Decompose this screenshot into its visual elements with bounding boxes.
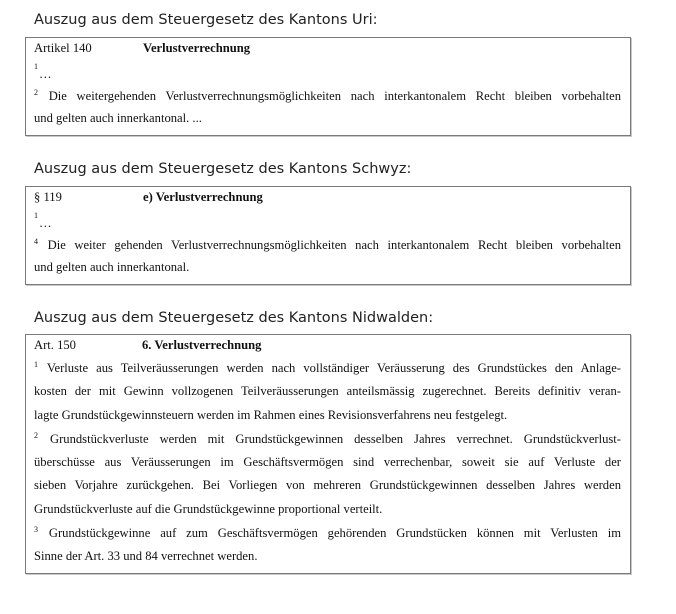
paragraph-text: Grundstückverluste auf die Grundstückgewinne proportional verteilt. bbox=[34, 502, 383, 516]
paragraph-line bbox=[34, 211, 621, 230]
paragraph-line bbox=[34, 455, 621, 470]
paragraph-text: … bbox=[39, 67, 52, 81]
paragraph-number: 3 bbox=[34, 525, 38, 534]
paragraph-text: sieben Vorjahre zurückgehen. Bei Vorliegen von mehreren Grundstückgewinnen desselben Jahres werden bbox=[34, 478, 621, 492]
paragraph-line bbox=[34, 478, 621, 493]
law-excerpt-uri bbox=[25, 37, 631, 136]
paragraph-line bbox=[34, 549, 621, 564]
paragraph-number: 1 bbox=[34, 211, 38, 220]
paragraph-text: Verluste aus Teilveräusserungen werden nach vollständiger Veräusserung des Grundstückes den Anlage- bbox=[46, 361, 621, 375]
paragraph-line bbox=[34, 88, 621, 104]
section-heading-schwyz: Auszug aus dem Steuergesetz des Kantons Schwyz: bbox=[34, 161, 412, 177]
paragraph-line bbox=[34, 384, 621, 399]
paragraph-line bbox=[34, 360, 621, 376]
law-excerpt-nidwalden bbox=[25, 334, 631, 574]
paragraph-text: Grundstückgewinne auf zum Geschäftsvermögen gehörenden Grundstücken können mit Verlusten im bbox=[48, 526, 621, 540]
paragraph-text: … bbox=[39, 216, 52, 230]
paragraph-line bbox=[34, 525, 621, 541]
paragraph-line bbox=[34, 111, 621, 126]
paragraph-text: Die weitergehenden Verlustverrechnungsmöglichkeiten nach interkantonalem Recht bleiben vorbehalten bbox=[48, 89, 621, 103]
paragraph-text: lagte Grundstückgewinnsteuern werden im Rahmen eines Revisionsverfahrens neu festgelegt. bbox=[34, 408, 508, 422]
paragraph-text: Die weiter gehenden Verlustverrechnungsmöglichkeiten nach interkantonalem Recht bleiben vorbehalten bbox=[47, 238, 621, 252]
paragraph-text: Sinne der Art. 33 und 84 verrechnet werden. bbox=[34, 549, 258, 563]
article-title: e) Verlustverrechnung bbox=[143, 190, 263, 204]
law-excerpt-schwyz bbox=[25, 186, 631, 285]
article-number: Artikel 140 bbox=[34, 41, 92, 55]
paragraph-line bbox=[34, 260, 621, 275]
paragraph-line bbox=[34, 62, 621, 81]
article-number: § 119 bbox=[34, 190, 62, 204]
paragraph-number: 1 bbox=[34, 62, 38, 71]
paragraph-number: 2 bbox=[34, 431, 38, 440]
paragraph-text: überschüsse aus Veräusserungen im Geschäftsvermögen sind verrechenbar, soweit sie auf Verluste der bbox=[34, 455, 621, 469]
paragraph-line bbox=[34, 431, 621, 447]
article-title: 6. Verlustverrechnung bbox=[142, 338, 262, 352]
paragraph-text: kosten der mit Gewinn vollzogenen Teilveräusserungen anteilsmässig zugerechnet. Bereits definitiv veran- bbox=[34, 384, 621, 398]
paragraph-number: 4 bbox=[34, 237, 38, 246]
paragraph-line bbox=[34, 408, 621, 423]
section-heading-uri: Auszug aus dem Steuergesetz des Kantons Uri: bbox=[34, 12, 378, 28]
section-heading-nidwalden: Auszug aus dem Steuergesetz des Kantons Nidwalden: bbox=[34, 310, 434, 326]
paragraph-line bbox=[34, 502, 621, 517]
article-number: Art. 150 bbox=[34, 338, 76, 352]
paragraph-line bbox=[34, 237, 621, 253]
paragraph-text: Grundstückverluste werden mit Grundstückgewinnen desselben Jahres verrechnet. Grundstückverlust- bbox=[49, 432, 621, 446]
paragraph-text: und gelten auch innerkantonal. bbox=[34, 260, 190, 274]
paragraph-text: und gelten auch innerkantonal. ... bbox=[34, 111, 202, 125]
article-title: Verlustverrechnung bbox=[143, 41, 251, 55]
paragraph-number: 2 bbox=[34, 88, 38, 97]
paragraph-number: 1 bbox=[34, 360, 38, 369]
